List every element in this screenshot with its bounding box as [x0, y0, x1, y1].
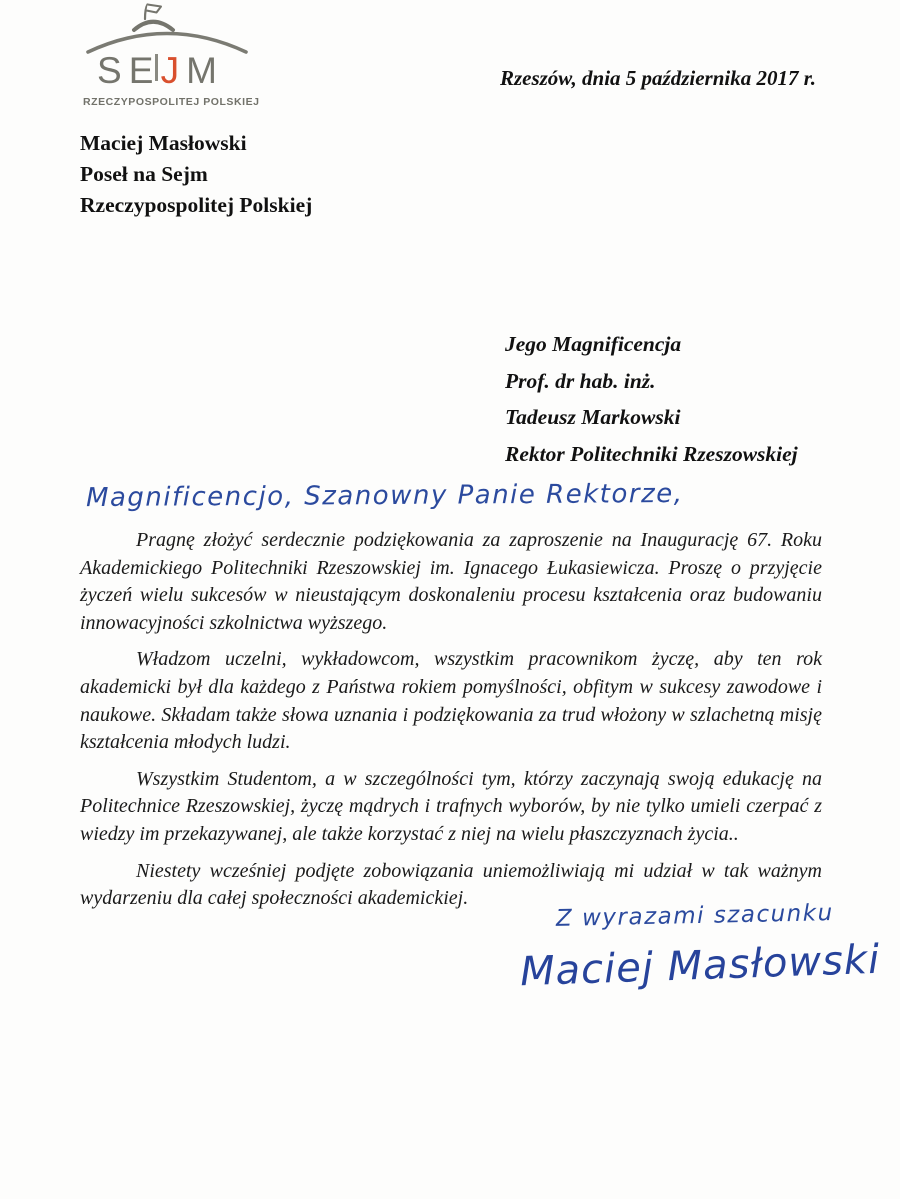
paragraph-3: Wszystkim Studentom, a w szczególności tym, którzy zaczynają swoją edukację na Politechnice Rzeszowskiej, życzę mądrych i trafnych wyborów, by nie tylko umieli czerpać z wiedzy im przekazywanej, ale także korzystać z niej na wielu płaszczyznach życia.. — [80, 767, 822, 845]
sejm-letter-s: S — [97, 50, 122, 91]
sejm-logo-subtitle: RZECZYPOSPOLITEJ POLSKIEJ — [83, 96, 260, 108]
sender-title-2: Rzeczypospolitej Polskiej — [80, 193, 313, 217]
sejm-wordmark — [97, 52, 217, 89]
letter-body — [80, 527, 822, 922]
sender-name: Maciej Masłowski — [80, 131, 247, 155]
sender-title: Poseł na Sejm — [80, 162, 208, 186]
handwritten-salutation: Magnificencjo, Szanowny Panie Rektorze, — [85, 478, 684, 514]
sender-block — [80, 128, 312, 221]
handwritten-closing: Z wyrazami szacunku — [555, 900, 834, 932]
sejm-letter-j-accent: J — [160, 50, 180, 91]
sejm-dome-flag-icon — [82, 2, 252, 54]
paragraph-2: Władzom uczelni, wykładowcom, wszystkim pracownikom życzę, aby ten rok akademicki był dla każdego z Państwa rokiem pomyślności, obfitym w sukcesy zawodowe i naukowe. Składam także słowa uznania i podziękowania za trud włożony w szlachetną misję kształcenia młodych ludzi. — [80, 648, 822, 754]
handwritten-signature: Maciej Masłowski — [519, 936, 881, 996]
sejm-letter-e: E — [128, 50, 154, 91]
paragraph-4: Niestety wcześniej podjęte zobowiązania uniemożliwiają mi udział w tak ważnym wydarzeniu dla całej społeczności akademickiej. — [80, 859, 822, 910]
sejm-logo — [82, 2, 260, 108]
paragraph-1: Pragnę złożyć serdecznie podziękowania za zaproszenie na Inaugurację 67. Roku Akademickiego Politechniki Rzeszowskiej im. Ignacego Łukasiewicza. Proszę o przyjęcie życzeń wielu sukcesów w nieustającym doskonaleniu procesu kształcenia oraz budowaniu innowacyjności szkolnictwa wyższego. — [80, 529, 822, 634]
sejm-letter-m: M — [186, 50, 217, 91]
recipient-honorific: Jego Magnificencja — [505, 332, 682, 356]
recipient-block — [505, 326, 798, 472]
recipient-name: Tadeusz Markowski — [505, 405, 681, 429]
recipient-degrees: Prof. dr hab. inż. — [505, 368, 656, 393]
dateline: Rzeszów, dnia 5 października 2017 r. — [499, 66, 816, 90]
recipient-position: Rektor Politechniki Rzeszowskiej — [505, 441, 798, 466]
